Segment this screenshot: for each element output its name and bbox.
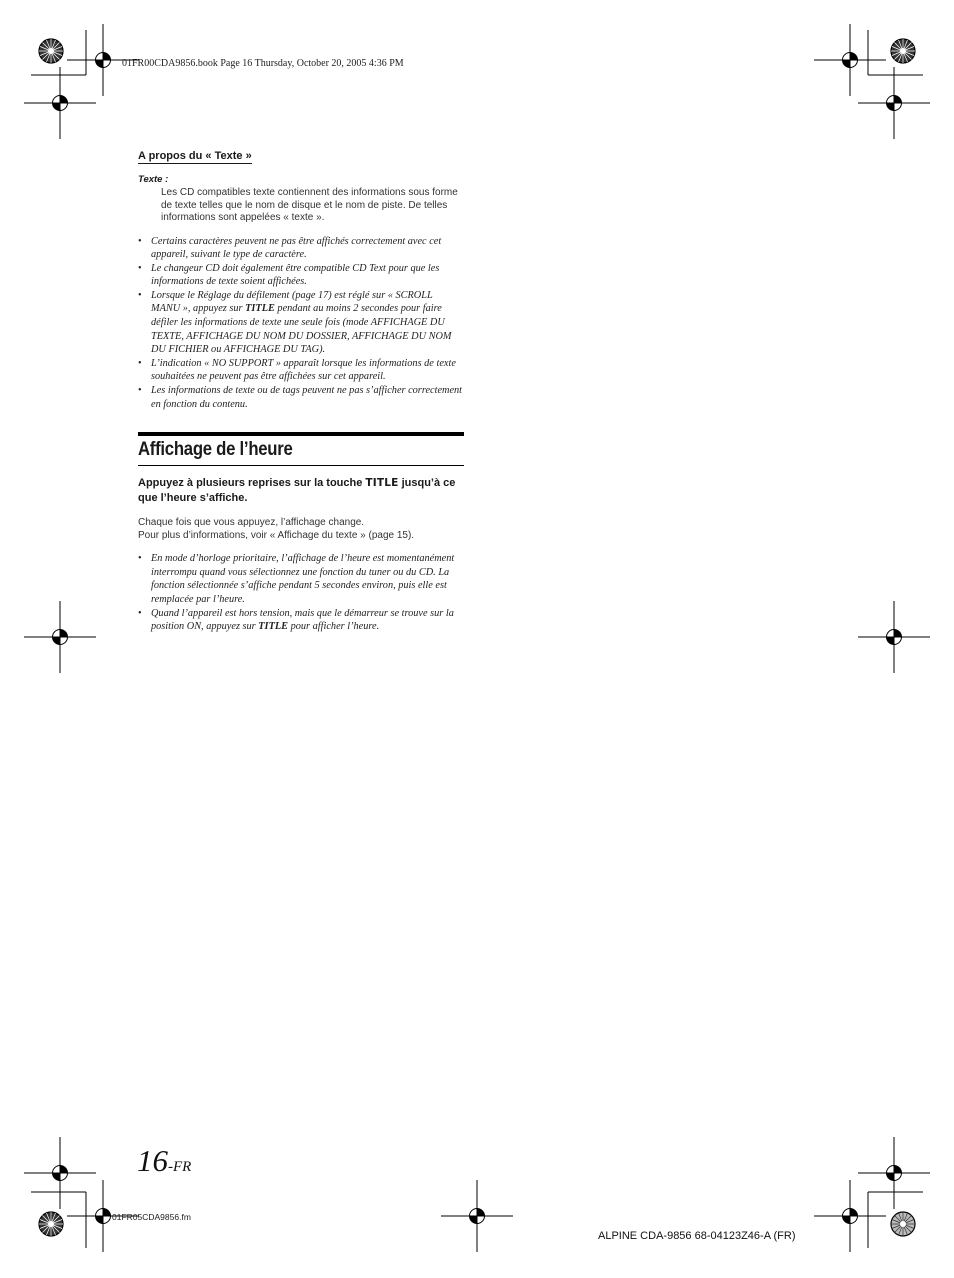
footer-model-info: ALPINE CDA-9856 68-04123Z46-A (FR)	[598, 1230, 796, 1242]
footer-file-name: 01FR05CDA9856.fm	[112, 1212, 191, 1222]
note-item: • Les informations de texte ou de tags peuvent ne pas s’afficher correctement en fonction du contenu.	[138, 385, 463, 410]
note-item: • Lorsque le Réglage du défilement (page 17) est réglé sur « SCROLL MANU », appuyez sur TITLE pendant au moins 2 secondes pour faire défiler les informations de texte une seule fois (mode AFFICHAGE DU TEXTE, AFFICHAGE DU NOM DU DOSSIER, AFFICHAGE DU NOM DU FICHIER ou AFFICHAGE DU TAG).	[138, 289, 452, 356]
term-label: Texte :	[138, 174, 169, 185]
title-key: TITLE	[365, 477, 399, 490]
note-item: • Certains caractères peuvent ne pas être affichés correctement avec cet appareil, suivant le type de caractère.	[138, 235, 442, 261]
note-item: • Le changeur CD doit également être compatible CD Text pour que les informations de texte soient affichées.	[138, 262, 440, 288]
note-item: • Quand l’appareil est hors tension, mais que le démarreur se trouve sur la position ON, appuyez sur TITLE pour afficher l’heure.	[138, 607, 454, 633]
clock-section-header	[138, 432, 464, 466]
note-item: • En mode d’horloge prioritaire, l’affichage de l’heure est momentanément interrompu quand vous sélectionnez une fonction du tuner ou du CD. La fonction sélectionnée s’affiche pendant 5 secondes environ, puis elle est remplacée par l’heure.	[138, 553, 455, 605]
section-title: Affichage de l’heure	[138, 439, 293, 461]
page-number: 16-FR	[137, 1143, 192, 1178]
note-item: • L’indication « NO SUPPORT » apparaît lorsque les informations de texte souhaitées ne peuvent pas être affichées sur cet appareil.	[138, 357, 456, 383]
clock-body-text: Chaque fois que vous appuyez, l’affichage change. Pour plus d’informations, voir « Affichage du texte » (page 15).	[138, 517, 415, 541]
about-text-notes	[138, 235, 464, 412]
term-definition: Les CD compatibles texte contiennent des informations sous forme de texte telles que le nom de disque et le nom de piste. De telles informations sont appelées « texte ».	[161, 187, 458, 223]
title-key: TITLE	[245, 303, 275, 315]
main-column	[138, 146, 464, 634]
instruction: Appuyez à plusieurs reprises sur la touche TITLE jusqu’à ce que l’heure s’affiche.	[138, 477, 456, 505]
print-info-header: 01FR00CDA9856.book Page 16 Thursday, October 20, 2005 4:36 PM	[122, 58, 404, 69]
title-key: TITLE	[258, 621, 289, 633]
about-text-heading: A propos du « Texte »	[138, 150, 252, 162]
clock-notes	[138, 552, 464, 634]
